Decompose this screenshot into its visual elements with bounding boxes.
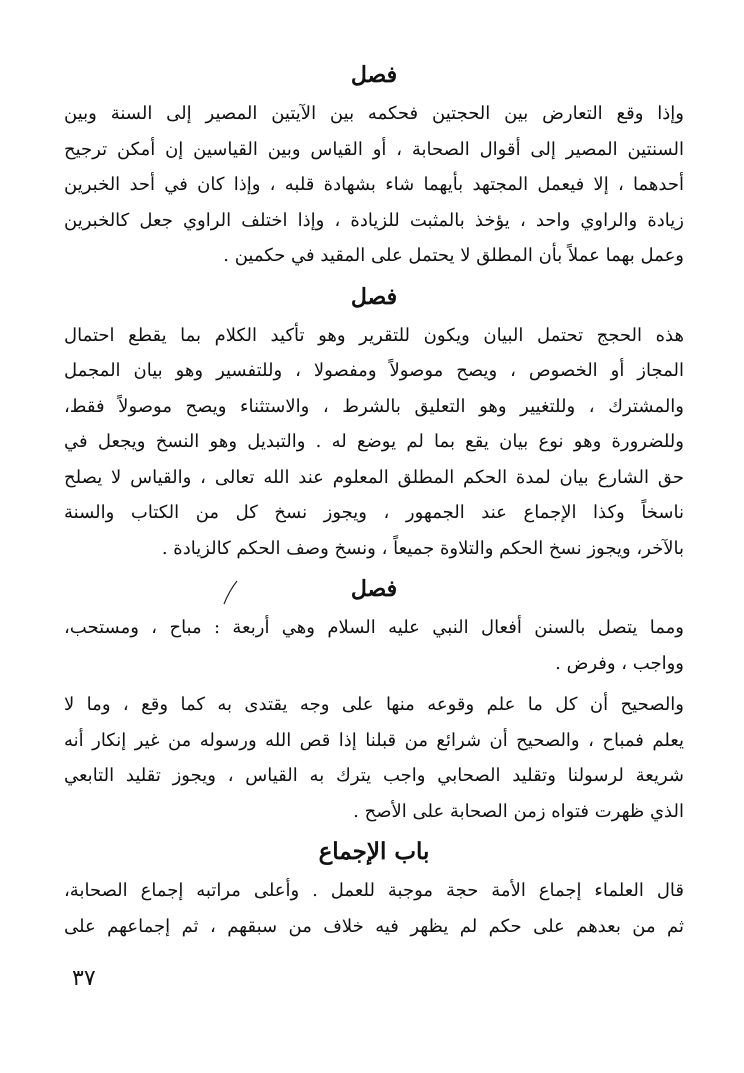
stray-pen-mark — [222, 580, 240, 606]
text-line: وللضرورة وهو نوع بيان يقع بما لم يوضع له . والتبديل وهو النسخ ويجعل في — [64, 431, 684, 452]
text-line: ناسخاً وكذا الإجماع عند الجمهور ، ويجوز نسخ كل من الكتاب والسنة — [64, 502, 684, 523]
book-page — [64, 58, 684, 950]
page-number: ٣٧ — [72, 966, 96, 991]
chapter-heading: باب الإجماع — [318, 838, 430, 865]
text-line: ثم من بعدهم على حكم لم يظهر فيه خلاف من سبقهم ، ثم إجماعهم على — [64, 915, 684, 937]
paragraph — [64, 610, 684, 681]
section-heading: فصل — [350, 283, 398, 310]
text-line: الذي ظهرت فتواه زمن الصحابة على الأصح . — [353, 800, 684, 822]
text-line: وواجب ، وفرض . — [555, 652, 684, 674]
paragraph — [64, 318, 684, 567]
paragraph — [64, 687, 684, 829]
text-line: بالآخر، ويجوز نسخ الحكم والتلاوة جميعاً ، ونسخ وصف الحكم كالزيادة . — [161, 537, 684, 559]
text-line: وإذا وقع التعارض بين الحجتين فحكمه بين الآيتين المصير إلى السنة وبين — [64, 103, 684, 124]
text-line: يعلم فمباح ، والصحيح أن شرائع من قبلنا إذا قص الله ورسوله من غير إنكار أنه — [64, 729, 684, 751]
text-line: والمشترك ، وللتغيير وهو التعليق بالشرط ، والاستثناء ويصح موصولاً فقط، — [64, 395, 684, 417]
text-line: وعمل بهما عملاً بأن المطلق لا يحتمل على المقيد في حكمين . — [223, 245, 684, 266]
text-line: ومما يتصل بالسنن أفعال النبي عليه السلام وهي أربعة : مباح ، ومستحب، — [64, 617, 684, 638]
text-line: قال العلماء إجماع الأمة حجة موجبة للعمل . وأعلى مراتبه إجماع الصحابة، — [64, 880, 684, 901]
text-line: المجاز أو الخصوص ، ويصح موصولاً ومفصولا ، وللتفسير وهو بيان المجمل — [64, 360, 684, 381]
text-line: والصحيح أن كل ما علم وقوعه منها على وجه يقتدى به كما وقع ، وما لا — [64, 694, 684, 715]
text-line: شريعة لرسولنا وتقليد الصحابي واجب يترك به القياس ، ويجوز تقليد التابعي — [64, 765, 684, 786]
text-line: أحدهما ، إلا فيعمل المجتهد بأيهما شاء بشهادة قلبه ، وإذا كان في أحد الخبرين — [64, 174, 684, 195]
paragraph — [64, 96, 684, 274]
text-line: حق الشارع بيان لمدة الحكم المطلق المعلوم عند الله تعالى ، والقياس لا يصلح — [64, 466, 684, 488]
section-heading: فصل — [350, 62, 398, 88]
text-line: زيادة والراوي واحد ، يؤخذ بالمثبت للزيادة ، وإذا اختلف الراوي جعل كالخبرين — [64, 209, 684, 231]
text-line: هذه الحجج تحتمل البيان ويكون للتقرير وهو تأكيد الكلام بما يقطع احتمال — [64, 324, 684, 346]
section-heading: فصل — [350, 576, 398, 602]
paragraph — [64, 873, 684, 944]
text-line: السنتين المصير إلى أقوال الصحابة ، أو القياس وبين القياسين إن أمكن ترجيح — [64, 138, 684, 160]
